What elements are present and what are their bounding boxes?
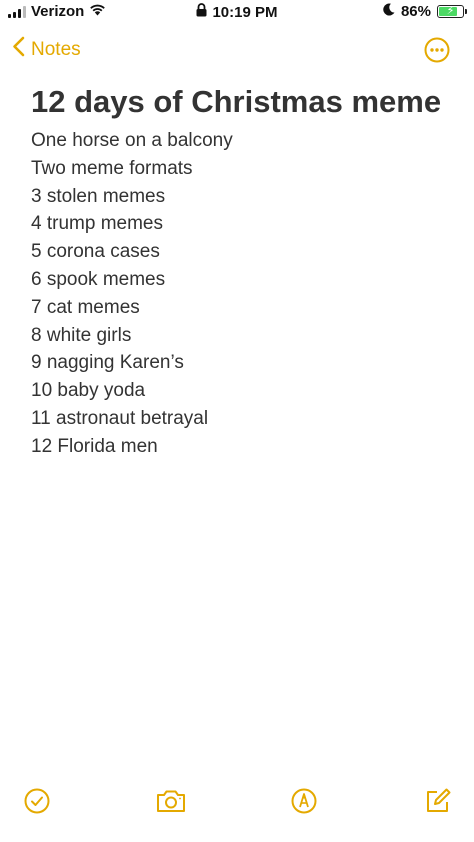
- back-to-notes-button[interactable]: [12, 36, 81, 63]
- status-right: [383, 3, 464, 20]
- note-line[interactable]: 7 cat memes: [31, 296, 140, 318]
- ellipsis-circle-icon[interactable]: [424, 37, 450, 63]
- note-line[interactable]: 11 astronaut betrayal: [31, 407, 209, 429]
- compose-icon[interactable]: [423, 786, 453, 816]
- camera-icon[interactable]: [155, 786, 185, 816]
- note-lines: [31, 127, 451, 461]
- carrier-label: Verizon: [31, 3, 85, 20]
- battery-percent: 86%: [400, 3, 431, 20]
- status-bar: [0, 0, 474, 26]
- lock-icon: [196, 3, 207, 21]
- bottom-toolbar: [0, 782, 474, 842]
- charging-bolt-icon: ⚡: [446, 5, 455, 17]
- note-line[interactable]: 3 stolen memes: [31, 185, 166, 207]
- note-line[interactable]: 4 trump memes: [31, 213, 163, 235]
- note-line[interactable]: 8 white girls: [31, 324, 132, 346]
- markup-pen-icon[interactable]: [289, 786, 319, 816]
- nav-bar: [0, 30, 474, 70]
- clock-time: 10:19 PM: [212, 3, 278, 21]
- note-body[interactable]: [31, 82, 451, 461]
- checklist-icon[interactable]: [22, 786, 52, 816]
- note-line[interactable]: One horse on a balcony: [31, 130, 233, 151]
- back-label: Notes: [31, 38, 81, 60]
- note-title[interactable]: 12 days of Christmas meme: [31, 84, 442, 119]
- note-line[interactable]: 5 corona cases: [31, 241, 160, 263]
- note-line[interactable]: Two meme formats: [31, 157, 193, 179]
- note-line[interactable]: 10 baby yoda: [31, 380, 146, 402]
- note-line[interactable]: 12 Florida men: [31, 435, 158, 457]
- chevron-left-icon: [12, 36, 25, 63]
- note-line[interactable]: 6 spook memes: [31, 268, 166, 290]
- moon-icon: [383, 3, 395, 20]
- note-line[interactable]: 9 nagging Karen’s: [31, 352, 184, 374]
- battery-charging-icon: [437, 5, 464, 18]
